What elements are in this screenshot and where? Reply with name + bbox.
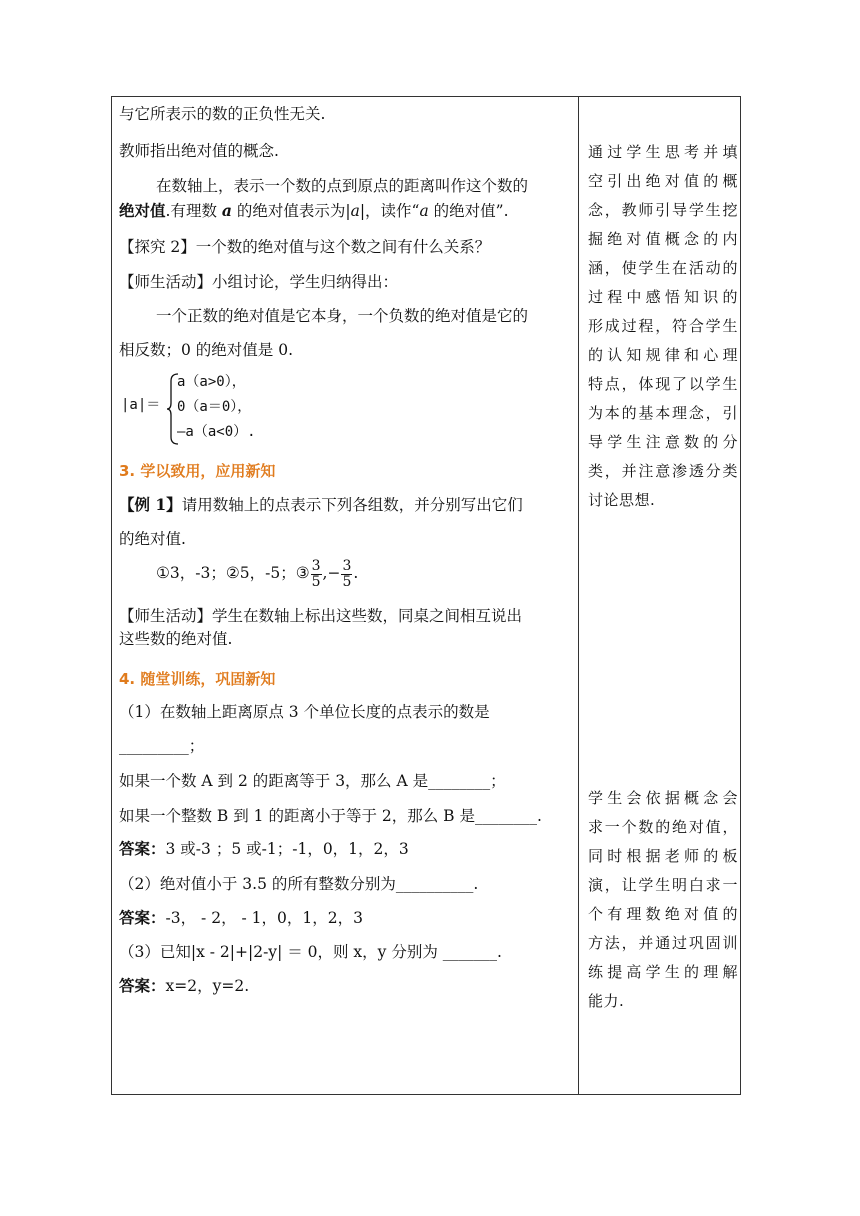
question-1-line-4: 如果一个整数 B 到 1 的距离小于等于 2，那么 B 是________.	[119, 807, 542, 825]
teacher-note: 教师指出绝对值的概念.	[119, 142, 279, 160]
answer-label: 答案：	[119, 839, 166, 858]
question-2: （2）绝对值小于 3.5 的所有整数分别为__________.	[119, 875, 479, 893]
example-1-label: 【例 1】	[119, 495, 182, 514]
example-1-line-1: 【例 1】请用数轴上的点表示下列各组数，并分别写出它们	[119, 495, 523, 514]
piecewise-case-3: —a（a<0）.	[177, 424, 256, 440]
question-3: （3）已知|x - 2|+|2-y| ＝ 0，则 x，y 分别为 _______.	[119, 943, 502, 961]
activity-1: 【师生活动】小组讨论，学生归纳得出：	[119, 273, 399, 291]
question-1-line-1: （1）在数轴上距离原点 3 个单位长度的点表示的数是	[119, 703, 490, 721]
answer-label: 答案：	[119, 976, 166, 995]
question-1-blank: _________；	[119, 737, 205, 755]
fraction-positive: $\frac{3}{5}$	[311, 557, 321, 590]
lesson-table: 与它所表示的数的正负性无关. 教师指出绝对值的概念. 在数轴上，表示一个数的点到原点的距离叫作这个数的 绝对值.有理数 a 的绝对值表示为|a|，读作“a 的绝对值”. 【探究 2】一个数的绝对值与这个数之间有什么关系？ 【师生活动】小组讨论，学生归纳得出： 一个正数的绝对值是它本身，一个负数的绝对值是它的 相反数；0 的绝对值是 0. |a|＝ a（a>0）， 0（a＝0）， —a（a<0）. 3. 学以致用，应用新知 【例 1】请用数轴上的点表示下列各组数，并分别写出它们 的绝对值. ①3，-3；②5，-5；③ $\frac{3}{5}$ ,− $\frac{3}{5}$ . 【师生活动】学生在数轴上标出这些数，同桌之间相互说出 这些数的绝对值. 4. 随堂训练，巩固新知 （1）在数轴上距离原点 3 个单位长度的点表示的数是 _________； 如果一个数 A 到 2 的距离等于 3，那么 A 是________； 如果一个整数 B 到 1 的距离小于等于 2，那么 B 是________. 答案：3 或-3 ；5 或-1；-1，0，1，2，3 （2）绝对值小于 3.5 的所有整数分别为__________. 答案：-3， - 2， - 1，0，1，2，3 （3）已知|x - 2|+|2-y| ＝ 0，则 x，y 分别为 _______. 答案：x=2，y=2. 通过学生思考并填 空引出绝对值的概 念，教师引导学生挖 掘绝对值概念的内 涵，使学生在活动的 过程中感悟知识的 形成过程，符合学生 的认知规律和心理 特点，体现了以学生 为本的基本理念，引 导学生注意数的分 类，并注意渗透分类 讨论思想. 学生会依据概念会 求一个数的绝对值， 同时根据老师的板 演，让学生明白求一 个有理数绝对值的 方法，并通过巩固训 练提高学生的理解 能力.	[111, 96, 741, 1095]
example-1-line-2: 的绝对值.	[119, 530, 186, 548]
answer-label: 答案：	[119, 908, 166, 927]
definition-line-1: 在数轴上，表示一个数的点到原点的距离叫作这个数的	[156, 177, 529, 195]
activity-2-line-1: 【师生活动】学生在数轴上标出这些数，同桌之间相互说出	[119, 607, 523, 625]
example-1-items: ①3，-3；②5，-5；③ $\frac{3}{5}$ ,− $\frac{3}{5}$ .	[156, 557, 359, 590]
rule-line-2: 相反数；0 的绝对值是 0.	[119, 341, 294, 359]
piecewise-lhs: |a|＝	[121, 397, 161, 413]
rule-line-1: 一个正数的绝对值是它本身，一个负数的绝对值是它的	[156, 307, 529, 325]
fraction-negative: $\frac{3}{5}$	[342, 557, 352, 590]
intro-line: 与它所表示的数的正负性无关.	[119, 105, 326, 123]
definition-line-2: 绝对值.有理数 a 的绝对值表示为|a|，读作“a 的绝对值”.	[119, 201, 509, 220]
question-1-line-3: 如果一个数 A 到 2 的距离等于 3，那么 A 是________；	[119, 772, 506, 790]
section-3-heading: 3. 学以致用，应用新知	[119, 462, 276, 480]
answer-1: 答案：3 或-3 ；5 或-1；-1，0，1，2，3	[119, 839, 409, 858]
piecewise-case-2: 0（a＝0），	[177, 399, 252, 415]
answer-3: 答案：x=2，y=2.	[119, 976, 250, 995]
absolute-value-term: 绝对值	[119, 201, 166, 220]
piecewise-case-1: a（a>0），	[177, 374, 246, 390]
piecewise-formula	[119, 371, 319, 447]
column-divider	[578, 97, 579, 1094]
activity-2-line-2: 这些数的绝对值.	[119, 630, 233, 648]
answer-2: 答案：-3， - 2， - 1，0，1，2，3	[119, 908, 363, 927]
section-4-heading: 4. 随堂训练，巩固新知	[119, 670, 276, 688]
explore-2: 【探究 2】一个数的绝对值与这个数之间有什么关系？	[119, 238, 491, 256]
